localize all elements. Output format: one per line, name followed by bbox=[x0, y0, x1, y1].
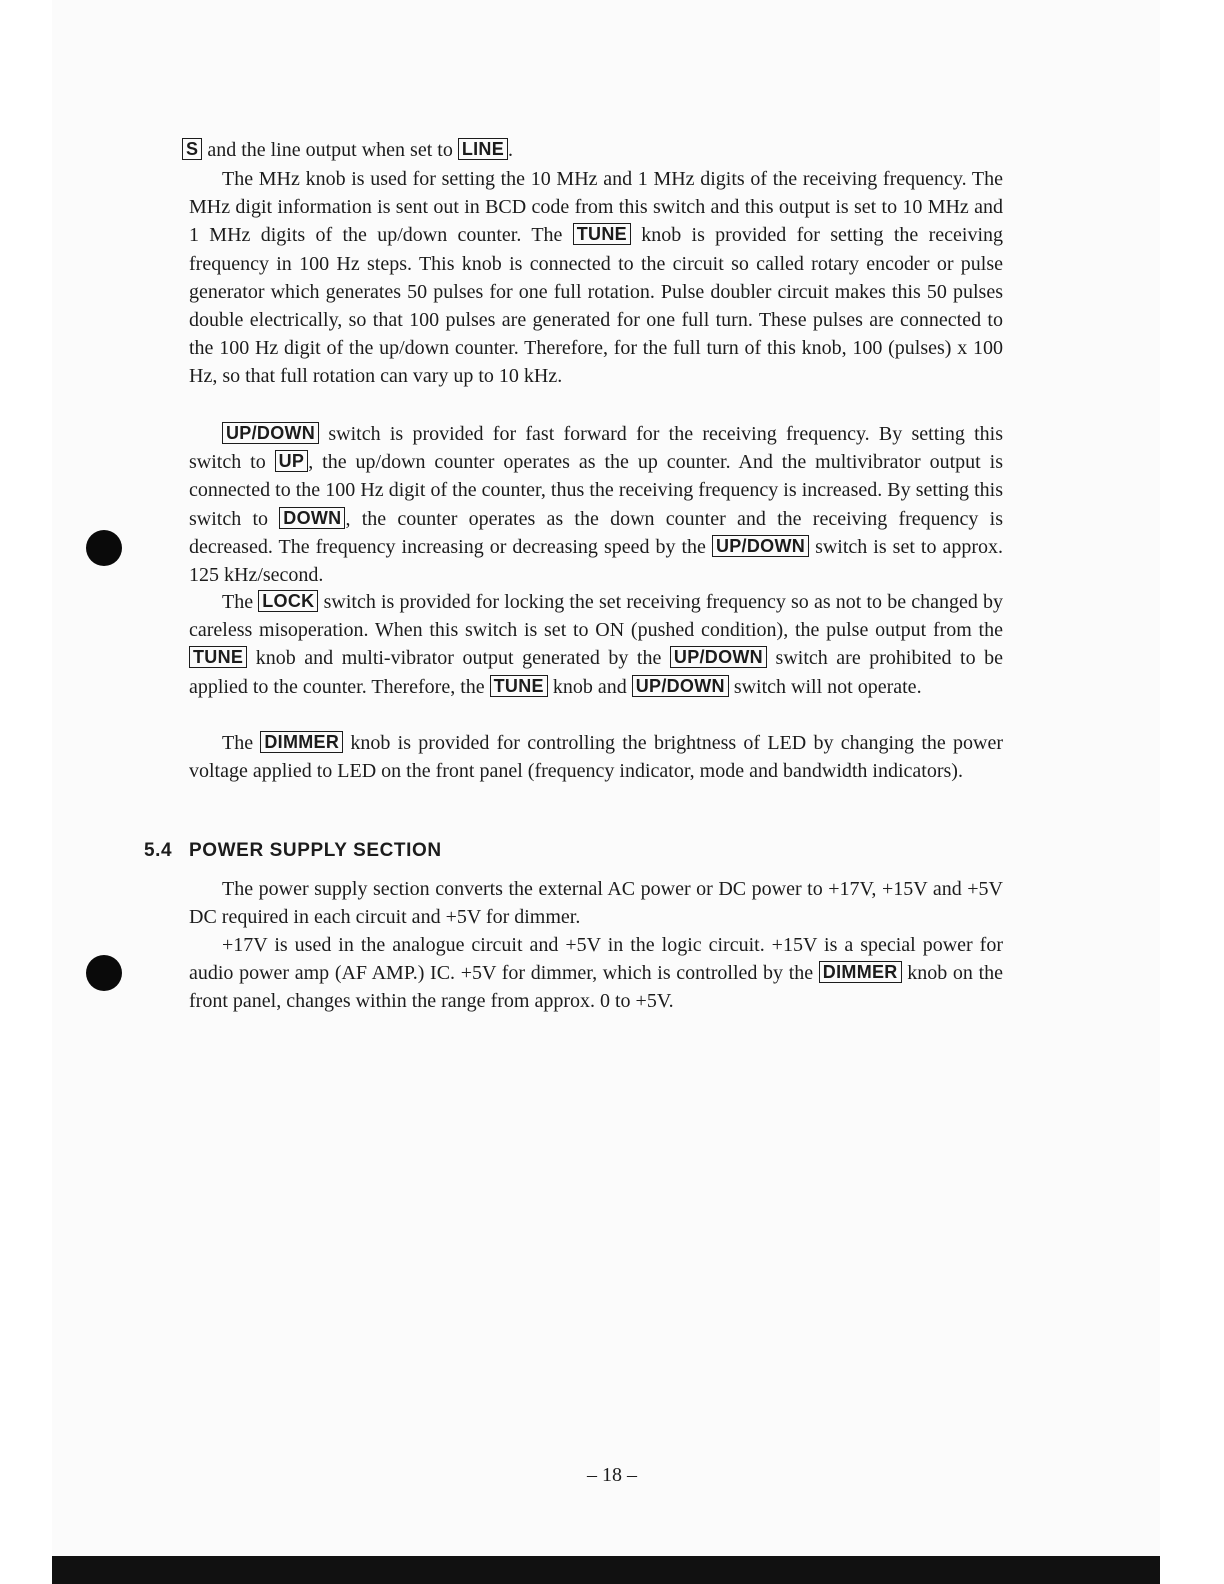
paragraph-lock-switch: The LOCK switch is provided for locking the set receiving frequency so as not to be changed by careless misoperation. When this switch is set to ON (pushed condition), the pulse output from the TUNE knob and multi-vibrator output generated by the UP/DOWN switch are prohibited to be applied to the counter. Therefore, the TUNE knob and UP/DOWN switch will not operate. bbox=[189, 591, 1004, 698]
section-heading bbox=[144, 840, 442, 862]
key-label-tune: TUNE bbox=[189, 646, 247, 668]
paragraph-power-supply: The power supply section converts the external AC power or DC power to +17V, +15V and +5V DC required in each circuit and +5V for dimmer. bbox=[189, 878, 1003, 929]
key-label-s: S bbox=[182, 138, 202, 160]
key-label-down: DOWN bbox=[279, 507, 345, 529]
key-label-up-down: UP/DOWN bbox=[670, 646, 767, 668]
page-number: – 18 – bbox=[587, 1464, 637, 1486]
paragraph-voltages: +17V is used in the analogue circuit and +5V in the logic circuit. +15V is a special power for audio power amp (AF AMP.) IC. +5V for dimmer, which is controlled by the DIMMER knob on the front panel, changes within the range from approx. 0 to +5V. bbox=[189, 934, 1003, 1013]
scan-edge-bar bbox=[52, 1556, 1160, 1584]
key-label-up-down: UP/DOWN bbox=[712, 535, 809, 557]
punch-hole bbox=[86, 955, 122, 991]
key-label-tune: TUNE bbox=[490, 675, 548, 697]
punch-hole bbox=[86, 530, 122, 566]
paragraph-line-output: S and the line output when set to LINE . bbox=[182, 136, 996, 164]
key-label-tune: TUNE bbox=[573, 223, 631, 245]
key-label-line: LINE bbox=[458, 138, 508, 160]
key-label-lock: LOCK bbox=[258, 590, 318, 612]
key-label-up: UP bbox=[275, 450, 309, 472]
paragraph-mhz-knob: The MHz knob is used for setting the 10 MHz and 1 MHz digits of the receiving frequency. The MHz digit information is sent out in BCD code from this switch and this output is set to 10 MHz and 1 MHz digits of the up/down counter. The TUNE knob is provided for setting the receiving frequency in 100 Hz steps. This knob is connected to the circuit so called rotary encoder or pulse generator which generates 50 pulses for one full rotation. Pulse doubler circuit makes this 50 pulses double electrically, so that 100 pulses are generated for one full turn. These pulses are connected to the 100 Hz digit of the up/down counter. Therefore, for the full turn of this knob, 100 (pulses) x 100 Hz, so that full rotation can vary up to 10 kHz. bbox=[189, 168, 1004, 388]
section-number: 5.4 bbox=[144, 840, 173, 861]
section-title: POWER SUPPLY SECTION bbox=[189, 840, 442, 861]
paragraph-dimmer-knob: The DIMMER knob is provided for controlling the brightness of LED by changing the power voltage applied to LED on the front panel (frequency indicator, mode and bandwidth indicators). bbox=[189, 732, 1003, 783]
key-label-dimmer: DIMMER bbox=[819, 961, 902, 983]
paragraph-up-down-switch: UP/DOWN switch is provided for fast forward for the receiving frequency. By setting this switch to UP , the up/down counter operates as the up counter. And the multivibrator output is connected to the 100 Hz digit of the counter, thus the receiving frequency is increased. By setting this switch to DOWN , the counter operates as the down counter and the receiving frequency is decreased. The frequency increasing or decreasing speed by the UP/DOWN switch is set to approx. 125 kHz/second. bbox=[189, 423, 1003, 587]
key-label-dimmer: DIMMER bbox=[260, 731, 343, 753]
key-label-up-down: UP/DOWN bbox=[632, 675, 729, 697]
key-label-up-down: UP/DOWN bbox=[222, 422, 319, 444]
